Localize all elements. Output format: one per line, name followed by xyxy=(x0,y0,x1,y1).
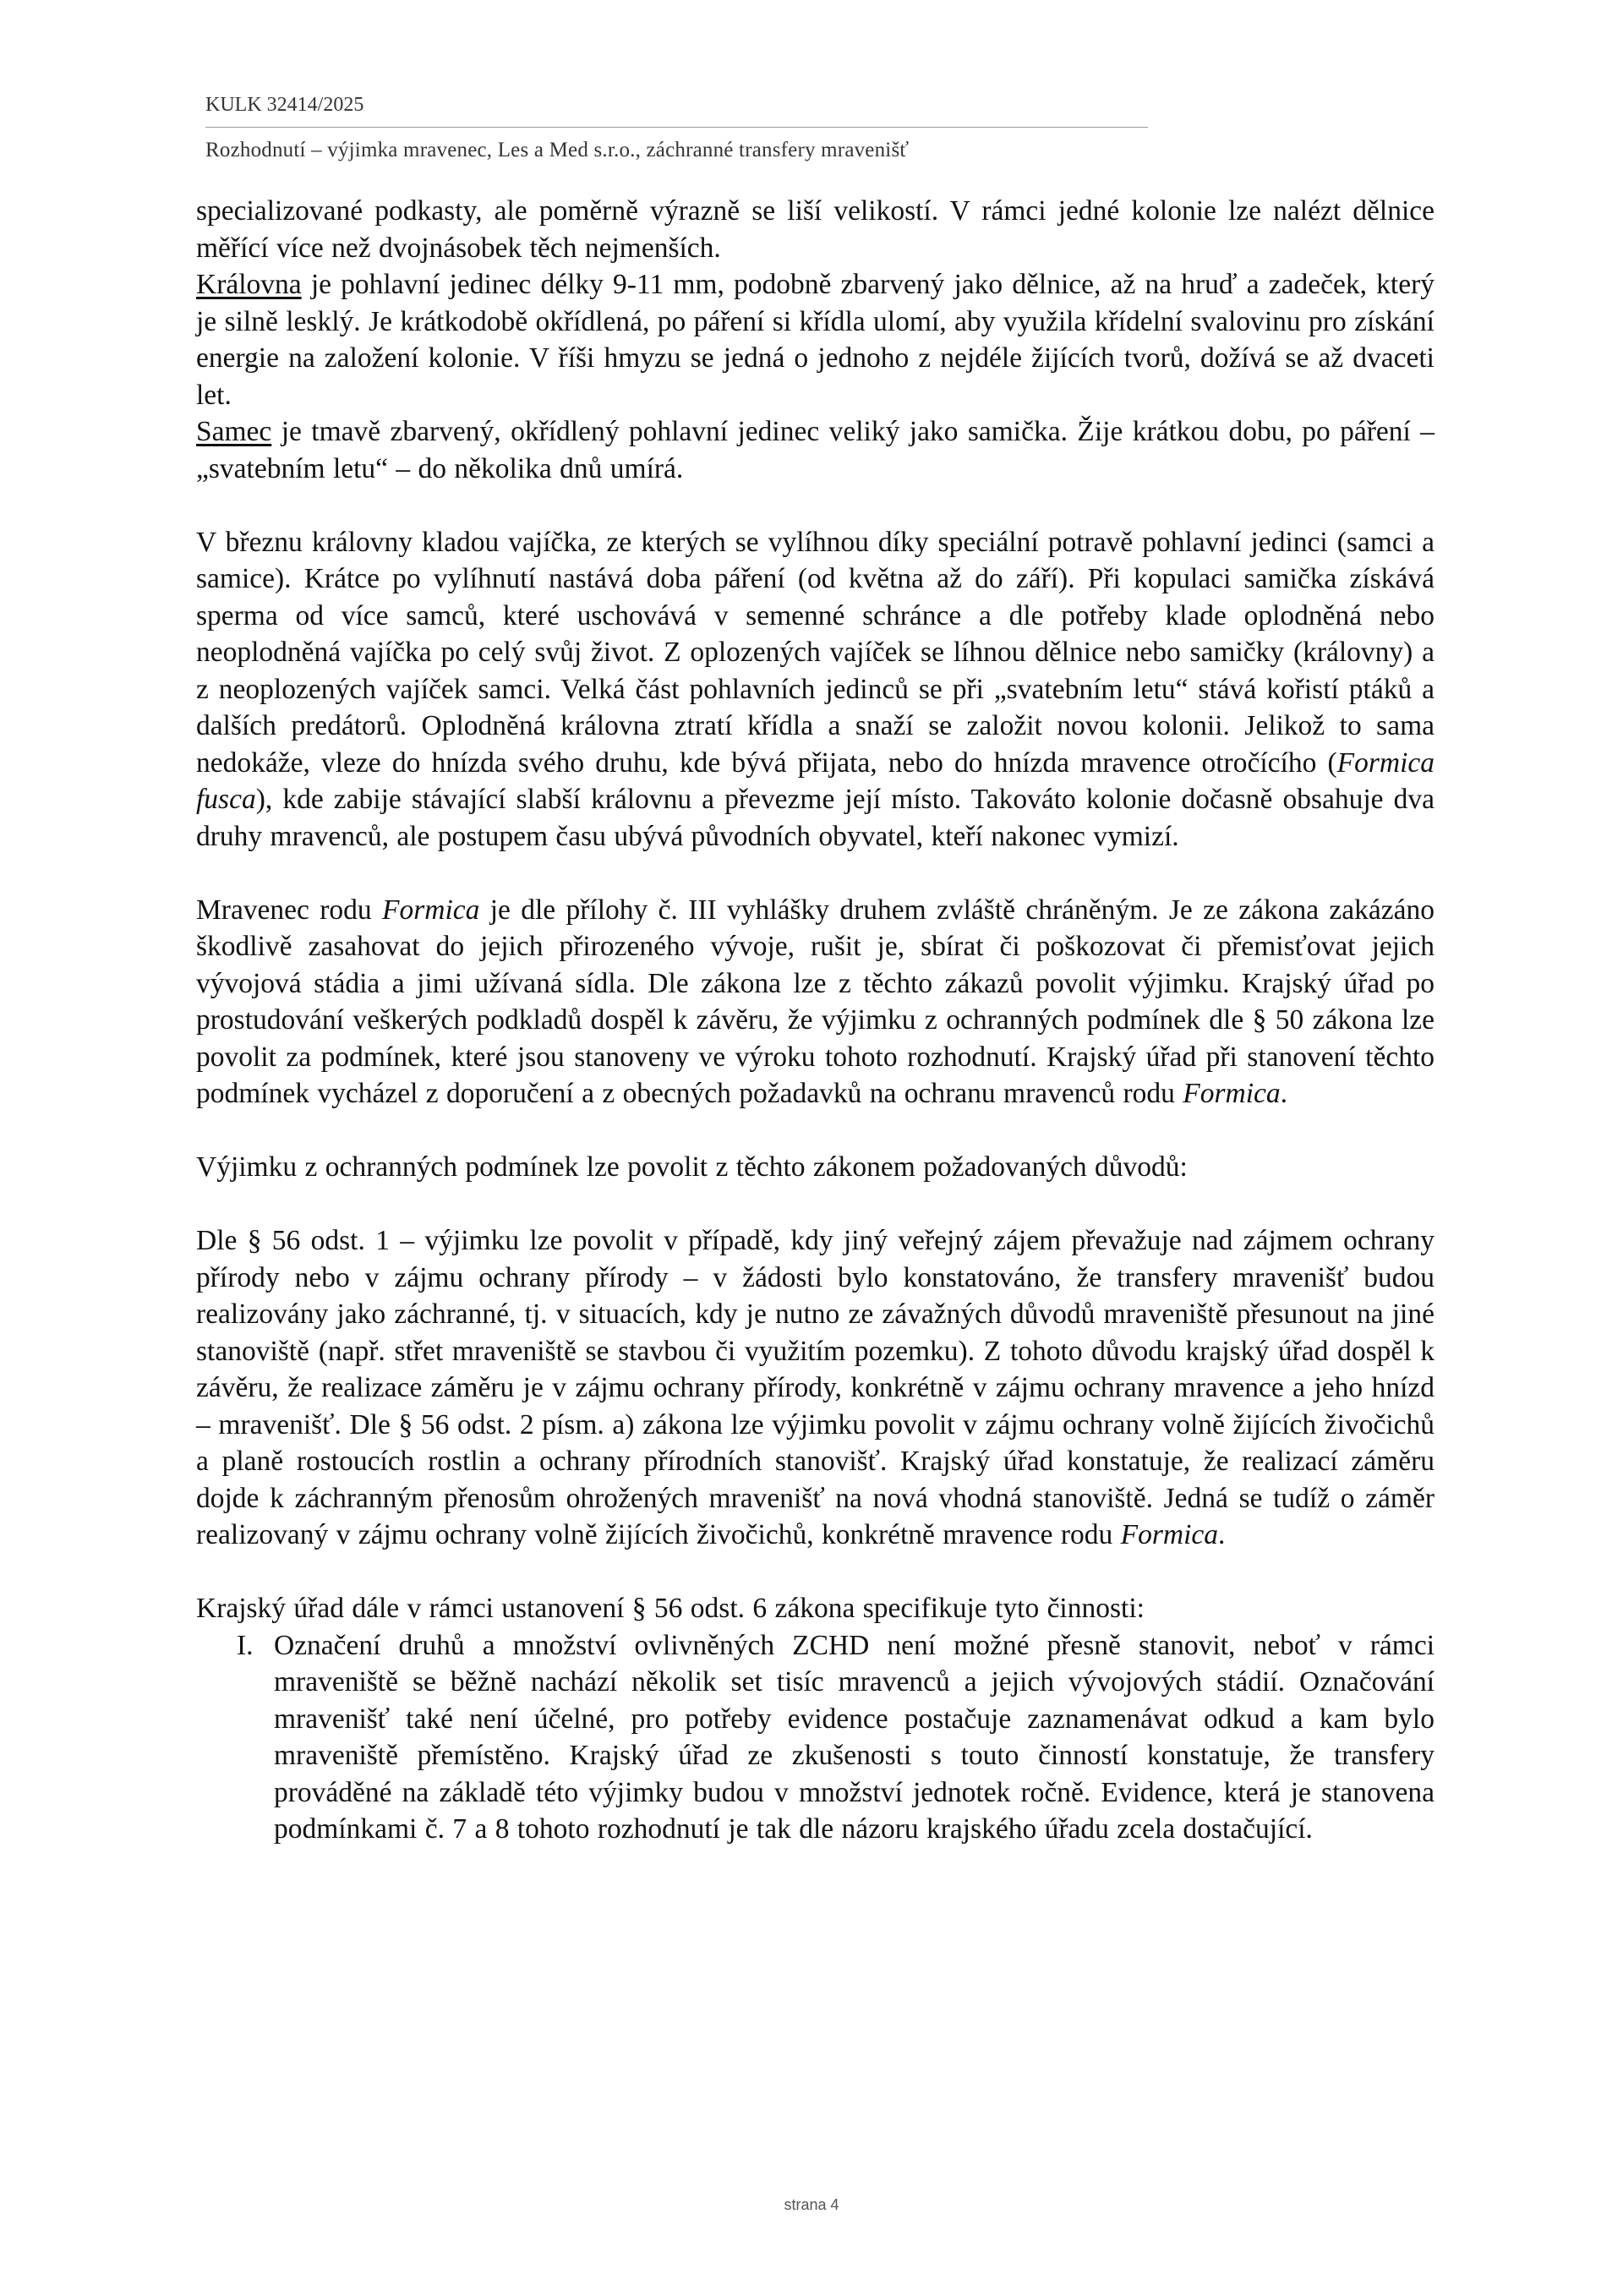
paragraph-queen xyxy=(196,266,1434,413)
genus-name: Formica xyxy=(382,894,480,926)
queen-description: je pohlavní jedinec délky 9-11 mm, podobně zbarvený jako dělnice, až na hruď a zadeček, který je silně lesklý. Je krátkodobě okřídlená, po páření si křídla ulomí, aby využila křídelní svalovinu pro získání energie na založení kolonie. V říši hmyzu se jedná o jednoho z nejdéle žijících tvorů, dožívá se až dvaceti let. xyxy=(196,269,1434,411)
list-item xyxy=(196,1627,1434,1848)
term-queen: Královna xyxy=(196,269,302,300)
protection-text-c: . xyxy=(1280,1078,1288,1109)
paragraph-activities-intro: Krajský úřad dále v rámci ustanovení § 56 odst. 6 zákona specifikuje tyto činnosti: xyxy=(196,1593,1145,1624)
activities-list xyxy=(196,1627,1434,1848)
paragraph-workers-size: specializované podkasty, ale poměrně výrazně se liší velikostí. V rámci jedné kolonie lze nalézt dělnice měřící více než dvojnásobek těch nejmenších. xyxy=(196,195,1434,264)
paragraph-exception-reasons-intro: Výjimku z ochranných podmínek lze povolit z těchto zákonem požadovaných důvodů: xyxy=(196,1151,1188,1183)
header-divider xyxy=(205,127,1148,128)
reproduction-text-b: ), kde zabije stávající slabší královnu a převezme její místo. Takováto kolonie dočasně obsahuje dva druhy mravenců, ale postupem času ubývá původních obyvatel, kteří nakonec vymizí. xyxy=(196,784,1434,852)
reproduction-text-a: V březnu královny kladou vajíčka, ze kterých se vylíhnou díky speciální potravě pohlavní jedinci (samci a samice). Krátce po vylíhnutí nastává doba páření (od května až do září). Při kopulaci samička získává sperma od více samců, které uschovává v semenné schránce a dle potřeby klade oplodněná nebo neoplodněná vajíčka po celý svůj život. Z oplozených vajíček se líhnou dělnice nebo samičky (královny) a z neoplozených vajíček samci. Velká část pohlavních jedinců se při „svatebním letu“ stává kořistí ptáků a dalších predátorů. Oplodněná královna ztratí křídla a snaží se založit novou kolonii. Jelikož to sama nedokáže, vleze do hnízda svého druhu, kde bývá přijata, nebo do hnízda mravence otročícího ( xyxy=(196,526,1434,779)
page-number: strana 4 xyxy=(784,2196,839,2213)
page-header xyxy=(205,91,1148,165)
paragraph-reproduction xyxy=(196,524,1434,856)
term-male: Samec xyxy=(196,416,272,447)
protection-text-b: je dle přílohy č. III vyhlášky druhem zvláště chráněným. Je ze zákona zakázáno škodlivě zasahovat do jejich přirozeného vývoje, rušit je, sbírat či poškozovat či přemisťovat jejich vývojová stádia a jimi užívaná sídla. Dle zákona lze z těchto zákazů povolit výjimku. Krajský úřad po prostudování veškerých podkladů dospěl k závěru, že výjimku z ochranných podmínek dle § 50 zákona lze povolit za podmínek, které jsou stanoveny ve výroku tohoto rozhodnutí. Krajský úřad při stanovení těchto podmínek vycházel z doporučení a z obecných požadavků na ochranu mravenců rodu xyxy=(196,894,1434,1109)
document-body xyxy=(196,193,1434,1848)
genus-name: Formica xyxy=(1183,1078,1281,1109)
list-item-text: Označení druhů a množství ovlivněných ZCHD není možné přesně stanovit, neboť v rámci mraveniště se běžně nachází několik set tisíc mravenců a jejich vývojových stádií. Označování mravenišť také není účelné, pro potřeby evidence postačuje zaznamenávat odkud a kam bylo mraveniště přemístěno. Krajský úřad ze zkušenosti s touto činností konstatuje, že transfery prováděné na základě této výjimky budou v množství jednotek ročně. Evidence, která je stanovena podmínkami č. 7 a 8 tohoto rozhodnutí je tak dle názoru krajského úřadu zcela dostačující. xyxy=(274,1629,1434,1845)
paragraph-male xyxy=(196,413,1434,487)
paragraph-legal-grounds xyxy=(196,1222,1434,1554)
document-title: Rozhodnutí – výjimka mravenec, Les a Med s.r.o., záchranné transfery mravenišť xyxy=(205,139,910,161)
male-description: je tmavě zbarvený, okřídlený pohlavní jedinec veliký jako samička. Žije krátkou dobu, po páření – „svatebním letu“ – do několika dnů umírá. xyxy=(196,416,1434,484)
protection-text-a: Mravenec rodu xyxy=(196,894,383,926)
species-name: Formica fusca xyxy=(196,746,1434,815)
genus-name: Formica xyxy=(1120,1519,1219,1550)
paragraph-protection-status xyxy=(196,892,1434,1112)
list-item-number: I. xyxy=(237,1629,254,1661)
legal-grounds-text: Dle § 56 odst. 1 – výjimku lze povolit v případě, kdy jiný veřejný zájem převažuje nad zájmem ochrany přírody nebo v zájmu ochrany přírody – v žádosti bylo konstatováno, že transfery mravenišť budou realizovány jako záchranné, tj. v situacích, kdy je nutno ze závažných důvodů mraveniště přesunout na jiné stanoviště (např. střet mraveniště se stavbou či využitím pozemku). Z tohoto důvodu krajský úřad dospěl k závěru, že realizace záměru je v zájmu ochrany přírody, konkrétně v zájmu ochrany mravence a jeho hnízd – mravenišť. Dle § 56 odst. 2 písm. a) zákona lze výjimku povolit v zájmu ochrany volně žijících živočichů a planě rostoucích rostlin a ochrany přírodních stanovišť. Krajský úřad konstatuje, že realizací záměru dojde k záchranným přenosům ohrožených mravenišť na nová vhodná stanoviště. Jedná se tudíž o záměr realizovaný v zájmu ochrany volně žijících živočichů, konkrétně mravence rodu xyxy=(196,1225,1434,1550)
file-reference-number: KULK 32414/2025 xyxy=(205,94,364,116)
legal-grounds-end: . xyxy=(1218,1519,1226,1550)
